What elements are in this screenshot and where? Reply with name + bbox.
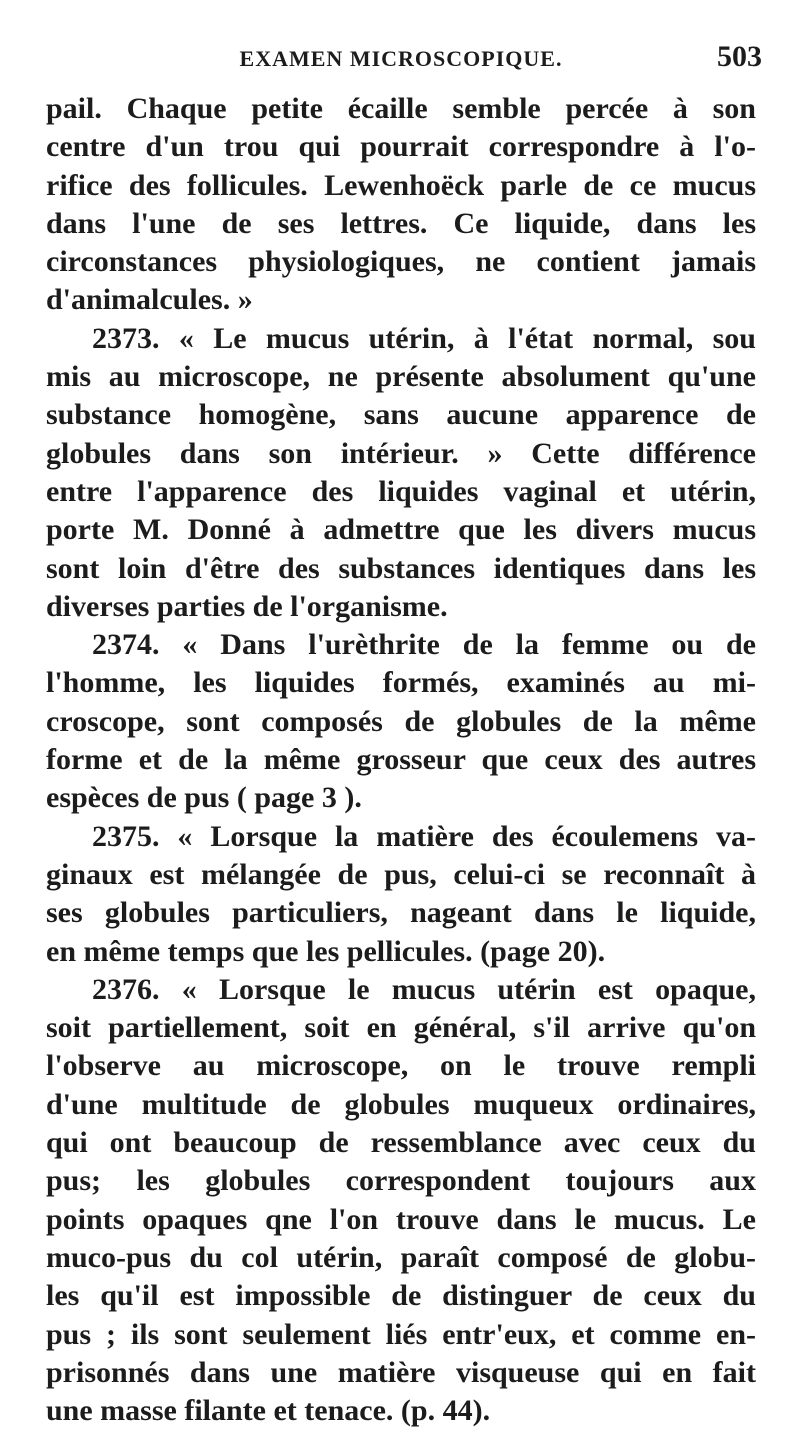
text-line: 2373. « Le mucus utérin, à l'état normal, sou xyxy=(92,321,756,355)
text-line: l'homme, les liquides formés, examinés au mi- xyxy=(46,666,756,700)
text-line: d'une multitude de globules muqueux ordinaires, xyxy=(46,1087,756,1121)
text-line: prisonnés dans une matière visqueuse qui en fait xyxy=(46,1355,756,1389)
text-line: espèces de pus ( page 3 ). xyxy=(46,781,362,815)
text-line: qui ont beaucoup de ressemblance avec ceux du xyxy=(46,1126,756,1160)
text-line: muco-pus du col utérin, paraît composé de globu- xyxy=(46,1240,756,1274)
body-text xyxy=(46,90,756,1430)
text-line: dans l'une de ses lettres. Ce liquide, dans les xyxy=(46,206,756,240)
text-line: une masse filante et tenace. (p. 44). xyxy=(46,1394,491,1428)
text-line: pus ; ils sont seulement liés entr'eux, et comme en- xyxy=(46,1317,756,1351)
text-line: soit partiellement, soit en général, s'il arrive qu'on xyxy=(46,1011,756,1045)
text-line: ses globules particuliers, nageant dans le liquide, xyxy=(46,896,756,930)
book-page xyxy=(46,36,762,1430)
text-line: les qu'il est impossible de distinguer de ceux du xyxy=(46,1279,756,1313)
text-line: pail. Chaque petite écaille semble percée à son xyxy=(46,92,756,125)
text-line: 2376. « Lorsque le mucus utérin est opaque, xyxy=(92,972,756,1006)
text-line: pus; les globules correspondent toujours aux xyxy=(46,1164,756,1198)
text-line: entre l'apparence des liquides vaginal et utérin, xyxy=(46,474,756,508)
text-line: substance homogène, sans aucune apparence de xyxy=(46,398,756,432)
running-title: EXAMEN MICROSCOPIQUE. xyxy=(239,46,563,71)
text-line: porte M. Donné à admettre que les divers mucus xyxy=(46,513,756,547)
text-line: ginaux est mélangée de pus, celui-ci se reconnaît à xyxy=(46,857,756,891)
text-line: 2374. « Dans l'urèthrite de la femme ou de xyxy=(92,628,756,662)
text-line: points opaques qne l'on trouve dans le mucus. Le xyxy=(46,1202,756,1236)
text-line: sont loin d'être des substances identiques dans les xyxy=(46,551,756,585)
text-line: diverses parties de l'organisme. xyxy=(46,589,448,623)
text-line: rifice des follicules. Lewenhoëck parle de ce mucus xyxy=(46,168,756,202)
text-line: l'observe au microscope, on le trouve rempli xyxy=(46,1049,756,1083)
text-line: d'animalcules. » xyxy=(46,283,253,317)
text-line: croscope, sont composés de globules de la même xyxy=(46,704,756,738)
text-line: centre d'un trou qui pourrait correspondre à l'o- xyxy=(46,130,756,164)
text-line: globules dans son intérieur. » Cette différence xyxy=(46,436,756,470)
text-line: circonstances physiologiques, ne contient jamais xyxy=(46,245,756,279)
text-line: 2375. « Lorsque la matière des écoulemens va- xyxy=(92,819,756,853)
text-line: mis au microscope, ne présente absolument qu'une xyxy=(46,360,756,394)
running-head xyxy=(46,36,762,90)
page-number: 503 xyxy=(717,40,762,73)
text-line: forme et de la même grosseur que ceux des autres xyxy=(46,743,756,777)
text-line: en même temps que les pellicules. (page 20). xyxy=(46,934,606,968)
